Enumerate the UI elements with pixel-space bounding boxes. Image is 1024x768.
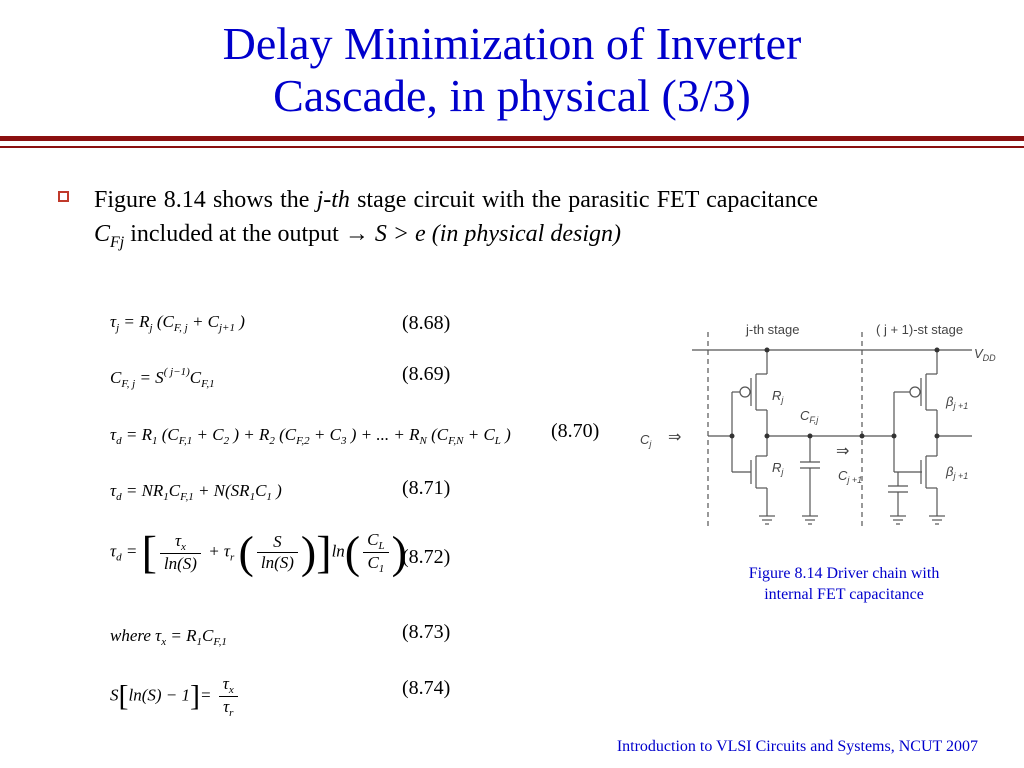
stage-j-pfet-bubble <box>740 387 750 397</box>
equation-number: (8.73) <box>402 621 451 643</box>
equation-8-71: $\tau_d = NR_1C_{F,1} + N(SR_1C_1$ ) <box>110 481 282 503</box>
arrow-icon-input: ⇒ <box>668 429 682 446</box>
slide-title <box>0 18 1024 122</box>
caption-line-2: internal FET capacitance <box>764 586 924 603</box>
label-rj-top: $R_j$ <box>772 388 784 405</box>
equation-8-74: S[ln(S) − 1]= $\frac{\tau_x}{\tau_r}$ <box>110 674 241 719</box>
figure-caption <box>712 563 976 605</box>
label-jth-stage: j-th stage <box>746 322 800 337</box>
bullet-cap-subscript: Fj <box>110 234 125 251</box>
equation-number: (8.71) <box>402 477 451 499</box>
bullet-text <box>94 183 818 260</box>
label-j1-stage: ( j + 1)-st stage <box>876 322 964 337</box>
label-rj-bottom: $R_j$ <box>772 460 784 477</box>
bullet-item <box>58 183 818 260</box>
label-beta-bottom: $\beta_{j +1}$ <box>946 464 969 481</box>
title-line-2: Cascade, in physical (3/3) <box>273 70 751 121</box>
equation-number: (8.69) <box>402 363 451 385</box>
equation-8-72: $\tau_d$ = [ $\frac{\tau_x}{\ln(S)}$ + $\tau_r$ ( $\frac{S}{\ln(S)}$ )]ln( $\frac{C_L}{C_1}$ ) <box>110 526 407 578</box>
title-rule-thin <box>0 146 1024 148</box>
label-vdd: $V_{DD}$ <box>974 346 996 363</box>
equation-8-73: where $\tau_x = R_1C_{F,1}$ <box>110 626 227 648</box>
bullet-square-icon <box>58 191 69 202</box>
bullet-text-part: stage circuit with the parasitic FET capacitance <box>349 187 818 213</box>
label-beta-top: $\beta_{j +1}$ <box>946 394 969 411</box>
bullet-text-part: Figure 8.14 shows the <box>94 187 317 213</box>
label-cfj: $C_{F,j}$ <box>800 408 819 425</box>
bullet-jth: j-th <box>316 187 350 213</box>
bullet-cap-symbol: C <box>94 221 111 247</box>
right-arrow-icon: → <box>344 221 369 247</box>
bullet-condition: S > e (in physical design) <box>368 221 621 247</box>
title-rule-thick <box>0 136 1024 141</box>
equation-8-69: $C_{F, j} = S^{( j-1)}C_{F,1}$ <box>110 366 215 390</box>
equation-number: (8.68) <box>402 312 451 334</box>
equation-number: (8.74) <box>402 677 451 699</box>
equation-8-70: $\tau_d = R_1$ ($C_{F,1} + C_2$ ) + $R_2$ ($C_{F,2} + C_3$ ) + ... + $R_N$ ($C_{F,N} + C_L$ ) <box>110 425 511 447</box>
title-line-1: Delay Minimization of Inverter <box>222 18 802 69</box>
label-cj: $C_j$ <box>640 432 652 449</box>
figure-8-14-circuit <box>632 316 996 531</box>
footer-text: Introduction to VLSI Circuits and Systems, NCUT 2007 <box>616 738 978 755</box>
equation-number: (8.70) <box>551 420 600 442</box>
ground-symbols <box>759 512 945 524</box>
equation-8-68: $\tau_j = R_j$ ($C_{F, j} + C_{j+1}$ ) <box>110 312 245 334</box>
arrow-icon-stage: ⇒ <box>836 443 850 460</box>
bullet-text-part: included at the output <box>124 221 345 247</box>
caption-line-1: Figure 8.14 Driver chain with <box>748 565 940 582</box>
where-label: where <box>110 626 151 645</box>
label-cj1: $C_{j +1}$ <box>838 468 863 485</box>
equation-number: (8.72) <box>402 546 451 568</box>
